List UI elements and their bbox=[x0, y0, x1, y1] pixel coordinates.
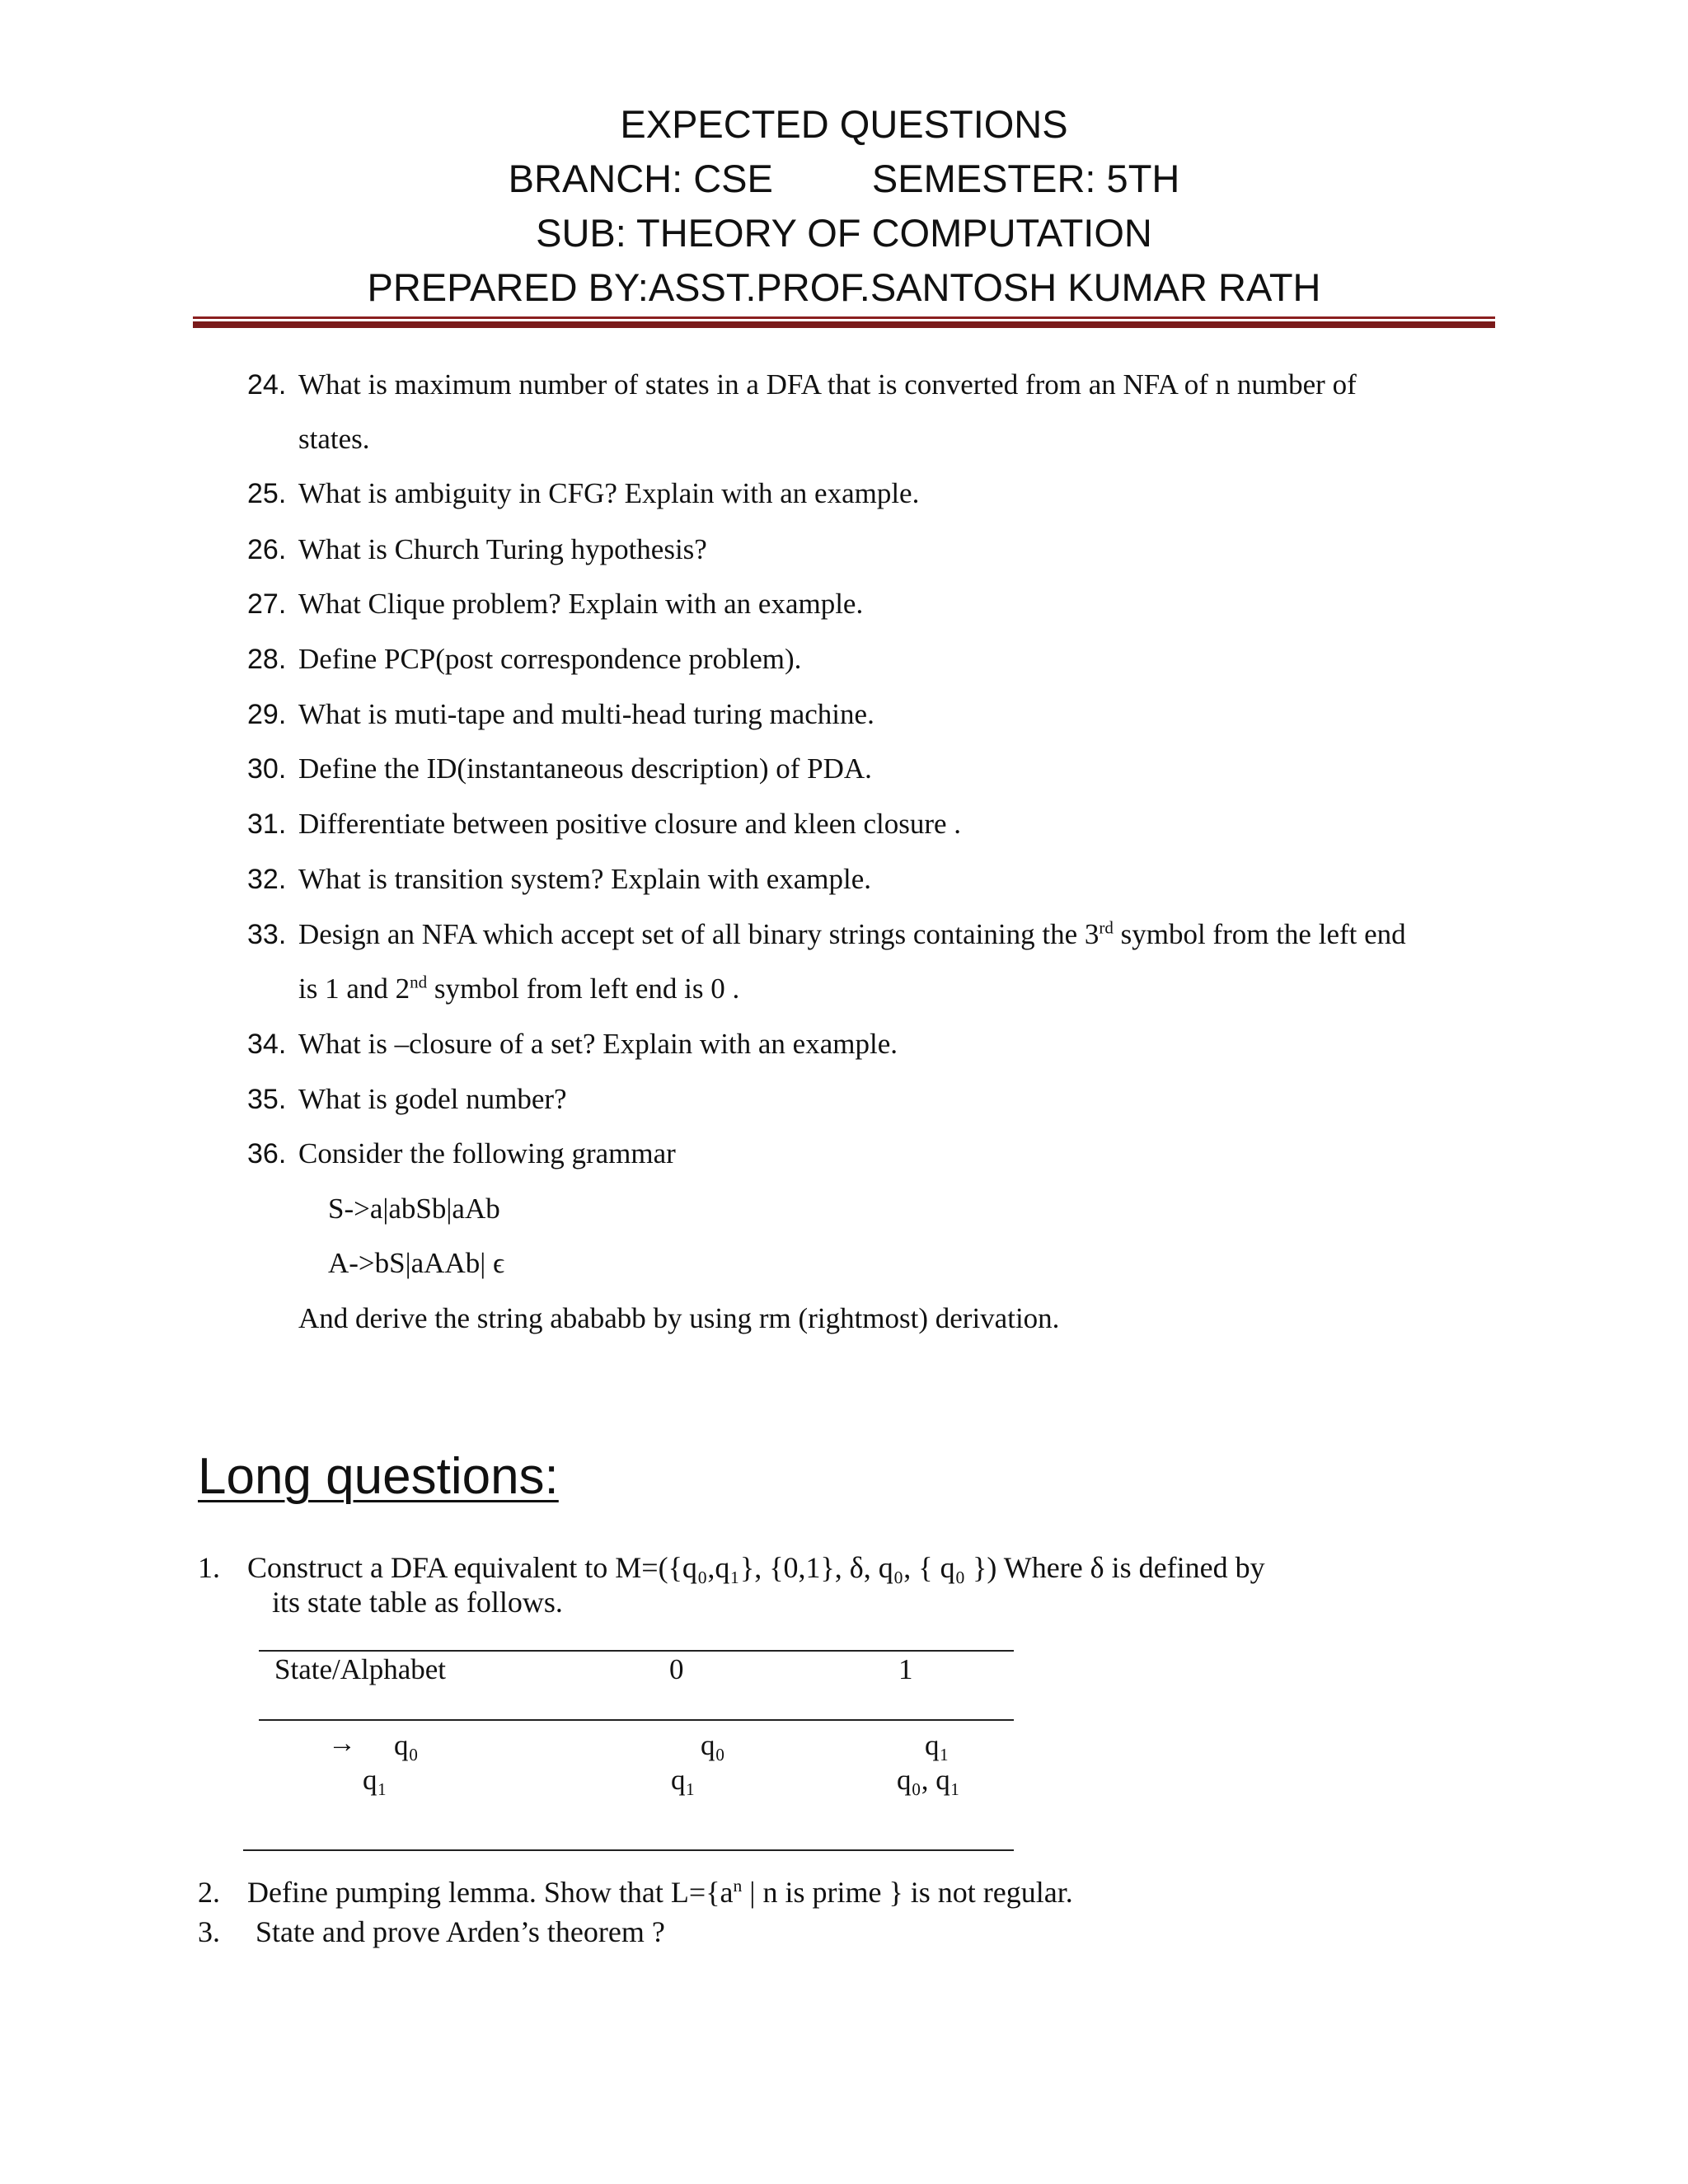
table-row2-state: q₁ bbox=[363, 1764, 387, 1796]
grammar-derive-instruction: And derive the string abababb by using rm (rightmost) derivation. bbox=[298, 1302, 1060, 1334]
header-prepared-by: PREPARED BY:ASST.PROF.SANTOSH KUMAR RATH bbox=[367, 265, 1321, 309]
table-top-rule bbox=[259, 1650, 1014, 1652]
header-title: EXPECTED QUESTIONS bbox=[620, 102, 1068, 146]
question-35: 35. What is godel number? bbox=[247, 1083, 567, 1115]
grammar-rule-s: S->a|abSb|aAb bbox=[328, 1193, 500, 1225]
question-29: 29. What is muti-tape and multi-head turing machine. bbox=[247, 698, 874, 730]
header-subject: SUB: THEORY OF COMPUTATION bbox=[536, 211, 1152, 255]
question-36: 36. Consider the following grammar bbox=[247, 1137, 676, 1169]
table-bottom-rule bbox=[243, 1849, 1014, 1851]
question-25: 25. What is ambiguity in CFG? Explain with an example. bbox=[247, 477, 920, 509]
table-row1-0: q₀ bbox=[701, 1729, 725, 1761]
table-header-state: State/Alphabet bbox=[274, 1653, 447, 1685]
start-state-arrow-icon: → bbox=[328, 1728, 356, 1759]
table-header-0: 0 bbox=[669, 1653, 684, 1685]
table-row1-state: q₀ bbox=[394, 1729, 419, 1761]
question-33: 33. Design an NFA which accept set of all binary strings containing the 3rd symbol from the left end bbox=[247, 917, 1406, 950]
header-divider-thick bbox=[193, 321, 1495, 328]
question-27: 27. What Clique problem? Explain with an example. bbox=[247, 588, 864, 620]
page-header bbox=[0, 97, 1688, 315]
question-33-continuation: is 1 and 2nd symbol from left end is 0 . bbox=[298, 972, 740, 1005]
question-24: 24. What is maximum number of states in a DFA that is converted from an NFA of n number of bbox=[247, 368, 1357, 401]
long-questions-heading: Long questions: bbox=[198, 1448, 559, 1505]
long-question-1-line1: Construct a DFA equivalent to M=({q₀,q₁}, {0,1}, δ, q₀, { q₀ }) Where δ is defined by bbox=[247, 1551, 1265, 1584]
header-branch: BRANCH: CSE bbox=[508, 157, 773, 200]
table-header-1: 1 bbox=[898, 1653, 913, 1685]
table-row2-1: q₀, q₁ bbox=[897, 1764, 960, 1796]
header-branch-semester bbox=[0, 152, 1688, 206]
question-31: 31. Differentiate between positive closure and kleen closure . bbox=[247, 808, 962, 840]
header-semester: SEMESTER: 5TH bbox=[871, 157, 1180, 200]
long-question-1-number: 1. bbox=[198, 1551, 220, 1584]
table-header-rule bbox=[259, 1719, 1014, 1721]
question-24-continuation: states. bbox=[298, 423, 370, 455]
question-26: 26. What is Church Turing hypothesis? bbox=[247, 533, 707, 565]
long-question-3-text: State and prove Arden’s theorem ? bbox=[256, 1915, 665, 1948]
long-question-1-line2: its state table as follows. bbox=[272, 1586, 563, 1619]
long-question-2-number: 2. bbox=[198, 1876, 220, 1909]
question-30: 30. Define the ID(instantaneous description) of PDA. bbox=[247, 752, 872, 785]
grammar-rule-a: A->bS|aAAb| ϵ bbox=[328, 1247, 505, 1279]
table-row2-0: q₁ bbox=[671, 1764, 696, 1796]
header-divider-thin bbox=[193, 316, 1495, 319]
question-32: 32. What is transition system? Explain with example. bbox=[247, 863, 871, 895]
long-question-3-number: 3. bbox=[198, 1915, 220, 1948]
question-28: 28. Define PCP(post correspondence problem). bbox=[247, 643, 802, 675]
question-34: 34. What is –closure of a set? Explain with an example. bbox=[247, 1028, 898, 1060]
long-question-2-text: Define pumping lemma. Show that $L=\{a^n$ | n is prime } is not regular. bbox=[247, 1876, 1073, 1909]
table-row1-1: q₁ bbox=[925, 1729, 950, 1761]
